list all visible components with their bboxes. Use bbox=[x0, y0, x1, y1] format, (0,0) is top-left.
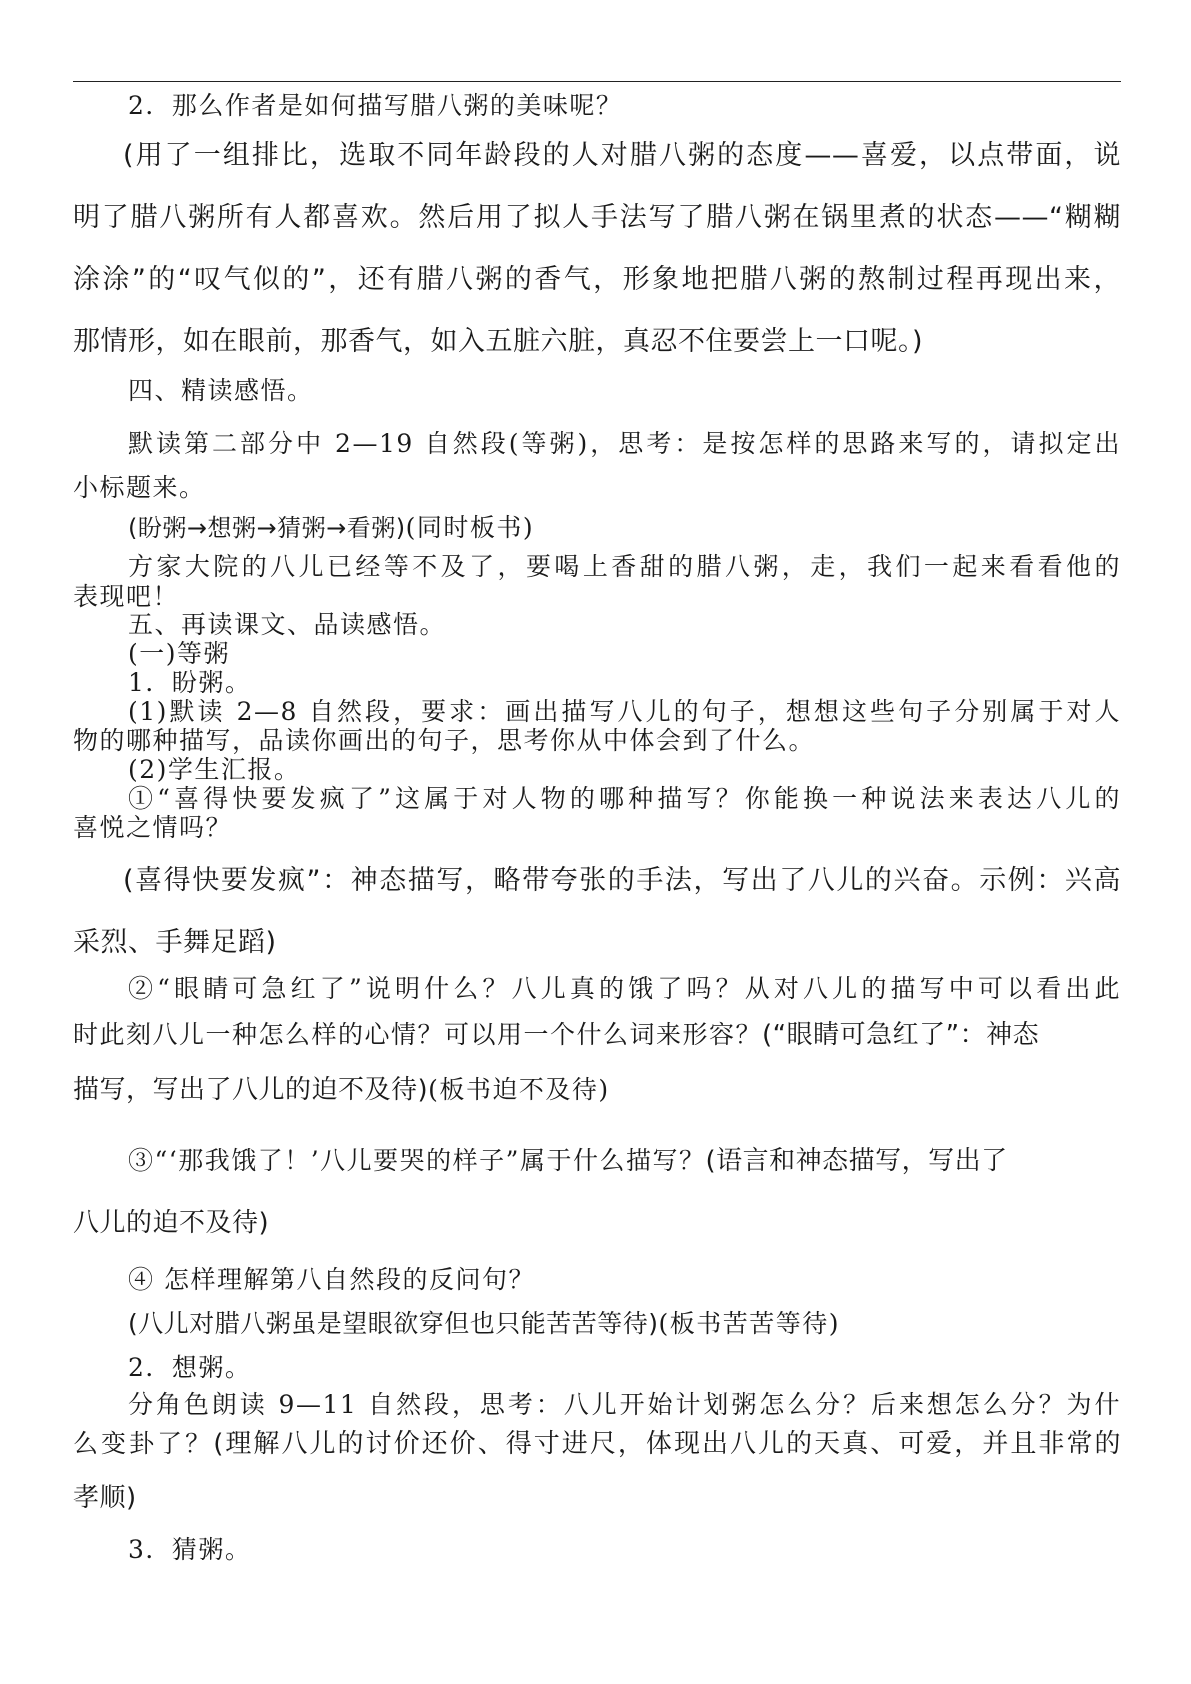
answer-paragraph-1 bbox=[73, 125, 1121, 373]
comment-1-line: 喜悦之情吗？ bbox=[73, 813, 233, 842]
comment-4-note: (板书苦苦等待) bbox=[658, 1309, 841, 1338]
flow-line bbox=[73, 512, 1121, 544]
answer-line: 涂涂”的“叹气似的”，还有腊八粥的香气，形象地把腊八粥的熬制过程再现出来， bbox=[73, 264, 1121, 295]
comment-2-note: (板书迫不及待) bbox=[428, 1075, 610, 1104]
comment-3-line bbox=[73, 1192, 1121, 1254]
answer-line: 明了腊八粥所有人都喜欢。然后用了拟人手法写了腊八粥在锅里煮的状态——“糊糊 bbox=[73, 202, 1121, 233]
comment-4-line bbox=[73, 1302, 1121, 1346]
reading-task-line: 小标题来。 bbox=[73, 473, 206, 502]
task-2: (2)学生汇报。 bbox=[128, 755, 301, 784]
comment-2-line bbox=[73, 1012, 1121, 1058]
item-1-heading: 1．盼粥。 bbox=[128, 668, 252, 697]
part-heading: (一)等粥 bbox=[128, 639, 231, 668]
comment-2-question: 时此刻八儿一种怎么样的心情？可以用一个什么词来形容？ bbox=[73, 1020, 763, 1049]
answer-line: (用了一组排比，选取不同年龄段的人对腊八粥的态度——喜爱，以点带面，说 bbox=[123, 140, 1121, 171]
task-1-line: 物的哪种描写，品读你画出的句子，思考你从中体会到了什么。 bbox=[73, 726, 816, 755]
comment-4-answer: (八儿对腊八粥虽是望眼欲穿但也只能苦苦等待) bbox=[128, 1309, 659, 1338]
intro-line: 方家大院的八儿已经等不及了，要喝上香甜的腊八粥，走，我们一起来看看他的 bbox=[128, 552, 1121, 581]
intro-paragraph bbox=[73, 552, 1121, 612]
item-2-task bbox=[73, 1388, 1121, 1570]
section-heading-4: 四、精读感悟。 bbox=[128, 376, 314, 405]
item-2-answer: 孝顺) bbox=[73, 1483, 137, 1513]
comment-2-answer: (“眼睛可急红了”：神态 bbox=[762, 1020, 1040, 1050]
item-2-heading: 2．想粥。 bbox=[128, 1353, 252, 1382]
task-1-line: (1)默读 2—8 自然段，要求：画出描写八儿的句子，想想这些句子分别属于对人 bbox=[128, 697, 1121, 726]
item-3-heading: 3．猜粥。 bbox=[128, 1535, 252, 1564]
intro-line: 表现吧！ bbox=[73, 582, 180, 611]
item-2-question: 么变卦了？ bbox=[73, 1429, 214, 1458]
header-rule bbox=[73, 81, 1121, 82]
item-2-line bbox=[73, 1422, 1121, 1466]
section-5-block bbox=[73, 610, 1121, 842]
comment-2 bbox=[73, 966, 1121, 1122]
comment-2-line: ②“眼睛可急红了”说明什么？八儿真的饿了吗？从对八儿的描写中可以看出此 bbox=[128, 974, 1121, 1003]
comment-3 bbox=[73, 1130, 1121, 1254]
reading-task-line: 默读第二部分中 2—19 自然段(等粥)，思考：是按怎样的思路来写的，请拟定出 bbox=[128, 429, 1121, 458]
item-2-line bbox=[73, 1466, 1121, 1530]
question-2: 2．那么作者是如何描写腊八粥的美味呢？ bbox=[128, 91, 623, 120]
reading-task bbox=[73, 422, 1121, 510]
comment-1-answer-line: (喜得快要发疯”：神态描写，略带夸张的手法，写出了八儿的兴奋。示例：兴高 bbox=[123, 865, 1121, 896]
comment-3-line bbox=[73, 1130, 1121, 1192]
comment-4 bbox=[73, 1258, 1121, 1390]
comment-3-question: ③“‘那我饿了！’八儿要哭的样子”属于什么描写？ bbox=[128, 1146, 706, 1175]
item-2-line: 分角色朗读 9—11 自然段，思考：八儿开始计划粥怎么分？后来想怎么分？为什 bbox=[128, 1390, 1121, 1419]
section-heading-5: 五、再读课文、品读感悟。 bbox=[128, 610, 447, 639]
comment-2-answer: 描写，写出了八儿的迫不及待) bbox=[73, 1075, 429, 1105]
document-body bbox=[73, 90, 1121, 1564]
item-2-answer: (理解八儿的讨价还价、得寸进尺，体现出八儿的天真、可爱，并且非常的 bbox=[213, 1429, 1121, 1459]
comment-3-answer: (语言和神态描写，写出了 bbox=[705, 1146, 1008, 1176]
comment-1-answer bbox=[73, 850, 1121, 974]
comment-2-line bbox=[73, 1058, 1121, 1122]
flow-note: (同时板书) bbox=[405, 513, 535, 542]
flow-answer: (盼粥→想粥→猜粥→看粥) bbox=[128, 514, 406, 542]
comment-1-line: ①“喜得快要发疯了”这属于对人物的哪种描写？你能换一种说法来表达八儿的 bbox=[128, 784, 1121, 813]
comment-4-question: ④ 怎样理解第八自然段的反问句？ bbox=[128, 1265, 535, 1294]
comment-1-answer-line: 采烈、手舞足蹈) bbox=[73, 927, 277, 958]
answer-line: 那情形，如在眼前，那香气，如入五脏六脏，真忍不住要尝上一口呢。) bbox=[73, 326, 924, 357]
comment-3-answer: 八儿的迫不及待) bbox=[73, 1208, 270, 1238]
